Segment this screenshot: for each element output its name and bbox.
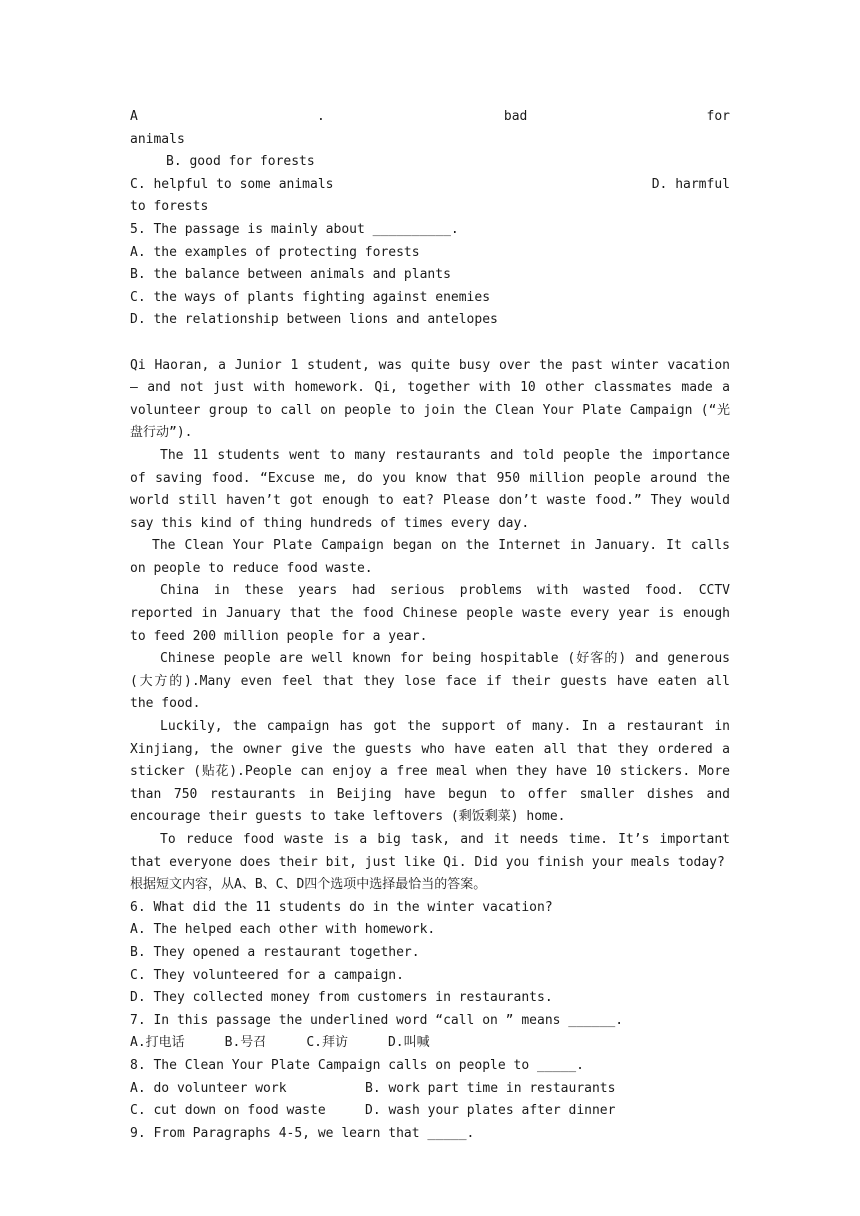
question-7-options bbox=[130, 1032, 730, 1055]
question-8-option-b: B. work part time in restaurants bbox=[365, 1080, 616, 1096]
option-word: for bbox=[706, 109, 730, 124]
question-8-options-row-1 bbox=[130, 1078, 730, 1101]
document-page bbox=[130, 106, 730, 1145]
question-4-option-c: C. helpful to some animals bbox=[130, 176, 334, 192]
passage-paragraph-7: To reduce food waste is a big task, and it needs time. It’s important that everyone does their bit, just like Qi. Did you finish your meals today? bbox=[130, 832, 730, 870]
passage-paragraph-3: The Clean Your Plate Campaign began on the Internet in January. It calls on people to reduce food waste. bbox=[130, 538, 730, 576]
question-6-option: C. They volunteered for a campaign. bbox=[130, 967, 404, 983]
question-6-option: A. The helped each other with homework. bbox=[130, 922, 436, 938]
passage-paragraph-6: Luckily, the campaign has got the support of many. In a restaurant in Xinjiang, the owner give the guests who have eaten all that they ordered a sticker (贴花).People can enjoy a free meal when they have 10 stickers. More than 750 restaurants in Beijing have begun to offer smaller dishes and encourage their guests to take leftovers (剩饭剩菜) home. bbox=[130, 719, 730, 825]
option-dot: . bbox=[316, 109, 325, 124]
passage-paragraph-4: China in these years had serious problems with wasted food. CCTV reported in January that the food Chinese people waste every year is enough to feed 200 million people for a year. bbox=[130, 583, 730, 644]
question-7-stem: 7. In this passage the underlined word “call on ” means ______. bbox=[130, 1012, 624, 1028]
question-5-option: C. the ways of plants fighting against enemies bbox=[130, 289, 491, 305]
question-6-stem: 6. What did the 11 students do in the winter vacation? bbox=[130, 899, 553, 915]
spacer bbox=[130, 332, 730, 355]
question-6-option: B. They opened a restaurant together. bbox=[130, 944, 420, 960]
question-4-option-a-cont: animals bbox=[130, 131, 185, 147]
question-5-option: A. the examples of protecting forests bbox=[130, 244, 420, 260]
question-9-stem: 9. From Paragraphs 4-5, we learn that _____. bbox=[130, 1125, 475, 1141]
question-4-option-d: D. harmful bbox=[651, 176, 730, 192]
passage-paragraph-2: The 11 students went to many restaurants and told people the importance of saving food. “Excuse me, do you know that 950 million people around the world still haven’t got enough to eat? Please don’t waste food.” They would say this kind of thing hundreds of times every day. bbox=[130, 447, 730, 531]
question-5-option: D. the relationship between lions and antelopes bbox=[130, 312, 498, 328]
question-4-option-d-cont: to forests bbox=[130, 199, 209, 215]
question-7-option: D.叫喊 bbox=[387, 1035, 430, 1051]
passage-paragraph-1: Qi Haoran, a Junior 1 student, was quite busy over the past winter vacation – and not just with homework. Qi, together with 10 other classmates made a volunteer group to call on people to join the Clean Your Plate Campaign (“光盘行动”). bbox=[130, 357, 730, 441]
question-4-option-a bbox=[130, 106, 730, 129]
question-8-stem: 8. The Clean Your Plate Campaign calls on people to _____. bbox=[130, 1057, 584, 1073]
question-6-option: D. They collected money from customers in restaurants. bbox=[130, 990, 553, 1006]
question-5-stem: 5. The passage is mainly about __________. bbox=[130, 221, 459, 237]
question-7-option: C.拜访 bbox=[306, 1035, 348, 1051]
question-7-option: B.号召 bbox=[224, 1035, 267, 1051]
question-8-option-a: A. do volunteer work bbox=[130, 1080, 287, 1096]
question-8-option-d: D. wash your plates after dinner bbox=[365, 1103, 616, 1119]
question-4-option-c-row bbox=[130, 174, 730, 197]
question-8-options-row-2 bbox=[130, 1100, 730, 1123]
question-7-option: A.打电话 bbox=[130, 1035, 185, 1051]
option-word: bad bbox=[503, 109, 528, 124]
instruction-text: 根据短文内容，从A、B、C、D四个选项中选择最恰当的答案。 bbox=[130, 877, 487, 893]
question-4-option-b: B. good for forests bbox=[166, 154, 315, 170]
passage-paragraph-5: Chinese people are well known for being hospitable (好客的) and generous (大方的).Many even feel that they lose face if their guests have eaten all the food. bbox=[130, 651, 730, 712]
option-label: A bbox=[130, 109, 138, 124]
question-5-option: B. the balance between animals and plants bbox=[130, 267, 451, 283]
question-8-option-c: C. cut down on food waste bbox=[130, 1103, 326, 1119]
